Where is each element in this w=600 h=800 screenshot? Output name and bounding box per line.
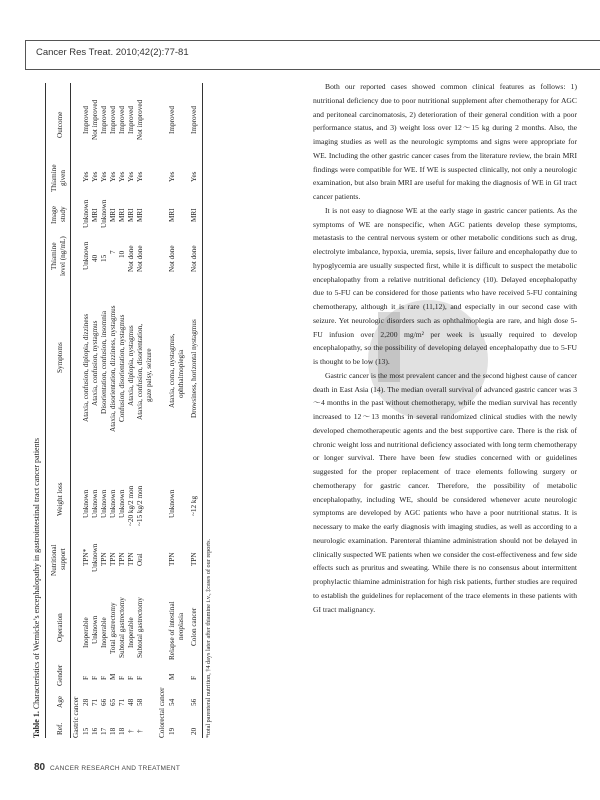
page-number: 80 — [34, 762, 46, 773]
table-cell: MRI — [168, 208, 176, 222]
table-cell: MRI — [136, 208, 144, 222]
table-cell: 17 — [100, 727, 108, 735]
table-cell: Not done — [136, 245, 144, 272]
paragraph: Both our reported cases showed common clinical features as follows: 1) nutritional deficiency due to poor nutritional supplement after chemotherapy for AGC and peritoneal carcinomatosis, 2) deterioration of their general condition with a poor performance status, and 3) weight loss over 12～15 kg during 2 months. Also, the imaging studies as well as the neurologic symptoms and signs were appropriate for WE. Including the other gastric cancer cases from the literature review, the brain MRI findings were compatible for WE. If WE is suspected clinically, not only a neurologic examination, but also brain MRI are useful for making the diagnosis of WE in GI tract cancer patients. — [313, 82, 577, 201]
header-thiamine-level-unit: level (ng/mL) — [59, 236, 67, 276]
table-cell: Colon cancer — [190, 607, 198, 646]
table-cell: M — [109, 673, 117, 680]
table-cell: 28 — [82, 698, 90, 706]
table-header-rule — [70, 83, 71, 738]
table-cell: 20 — [190, 727, 198, 735]
table-cell: Inoperable — [100, 617, 108, 648]
table-cell: † — [127, 729, 135, 733]
table-cell: Relapse of intestinal — [168, 601, 176, 660]
table-cell: MRI — [109, 208, 117, 222]
table-cell: Unknown — [82, 199, 90, 228]
header-thiamine-given: Thiamine — [50, 164, 58, 192]
table-cell: F — [136, 676, 144, 680]
header-nutritional: Nutritional — [50, 544, 58, 576]
table-cell: 71 — [91, 698, 99, 706]
table-cell: F — [91, 676, 99, 680]
table-cell: 40 — [91, 254, 99, 262]
table-cell: Confusion, disorientation, nystagmus — [118, 314, 126, 422]
table-cell: F — [100, 676, 108, 680]
paragraph: It is not easy to diagnose WE at the early stage in gastric cancer patients. As the symptoms of WE are nonspecific, when AGC patients develop these symptoms, metastasis to the central nervous system or other metabolic conditions such as drug, electrolyte imbalance, hypoxia, uremia, sepsis, liver failure and encephalopathy due to hypoglycemia are usually suspected first, while it is difficult to suspect the metabolic encephalopathy from a relative nutritional deficiency (10). Delayed encephalopathy due to 5-FU can be considered for those patients who have received 5-FU containing chemotherapy, although it is rare (11,12), and especially in our second case with seizure. Yet neurologic disorders such as ophthalmoplegia are rare, and high dose 5-FU infusion over 2,200 mg/m² per week is usually required to develop encephalopathy, so the possibility of developing delayed encephalopathy due to 5-FU is thought to be low (13). — [313, 205, 577, 366]
table-cell: Ataxia, coma, nystagmus, — [168, 333, 176, 408]
table-cell: Yes — [91, 171, 99, 182]
header-ref: Ref. — [56, 722, 64, 735]
table-cell: Yes — [100, 171, 108, 182]
table-cell: Ataxia, confusion, diplopia, dizziness — [82, 313, 90, 422]
header-operation: Operation — [56, 613, 64, 642]
table-cell: Not improved — [136, 99, 144, 140]
table-cell: Unknown — [168, 489, 176, 518]
header-weight-loss: Weight loss — [56, 482, 64, 516]
table-cell: Ataxia, confusion, nystagmus — [91, 320, 99, 406]
table-cell: Drowsiness, horizontal nystagmus — [190, 319, 198, 418]
table-cell: 19 — [168, 727, 176, 735]
table-cell: MRI — [127, 208, 135, 222]
table-cell: ~20 kg/2 mon — [127, 485, 135, 526]
table-cell: Improved — [118, 106, 126, 134]
table-cell: F — [118, 676, 126, 680]
group-colorectal-cancer: Colorectal cancer — [158, 687, 166, 738]
table-cell: 7 — [109, 250, 117, 254]
table-cell: Improved — [168, 106, 176, 134]
paragraph: Gastric cancer is the most prevalent cancer and the second highest cause of cancer death in East Asia (14). The median overall survival of advanced gastric cancer was 3～4 months in the past without chemotherapy, while the median survival has recently increased to 12～13 months in several randomized clinical studies with the newly developed chemotherapeutic agents and the best supportive care. There is the risk of chronic weight loss and nutritional deficiency associated with long term chemotherapy or longer survival. There have been few studies concerned with or guidelines suggested for the proper replacement of trace elements following surgery or chemotherapy for gastric cancer. Therefore, the possibility of metabolic encephalopathy, including WE, should be considered whenever acute neurologic symptoms are developed by AGC patients who have a poor nutritional status. It is necessary to make the early diagnosis with imaging studies, as well as according to a neurologic examination. Parenteral thiamine administration should not be delayed in clinically suspected WE patients when we consider the cost-effectiveness and few side effects such as pruritus and sweating. While there is no consensus about intermittent prophylactic thiamine administration for high risk patients, further studies are required to establish the guidelines for replacement of the trace elements in these patients with GI tract malignancy. — [313, 370, 577, 614]
header-age: Age — [56, 696, 64, 708]
table-cell: Unknown — [82, 489, 90, 518]
table-cell: Inoperable — [82, 617, 90, 648]
header-image-study: study — [59, 206, 67, 222]
table-cell: Inoperable — [127, 617, 135, 648]
table-cell: ~12 kg — [190, 495, 198, 516]
header-thiamine-level: Thiamine — [50, 242, 58, 270]
table-cell: neoplasia — [177, 612, 185, 640]
table-cell: Yes — [82, 171, 90, 182]
table-cell: Oral — [136, 553, 144, 566]
header-image: Image — [50, 206, 58, 224]
table-cell: Improved — [190, 106, 198, 134]
table-cell: Improved — [127, 106, 135, 134]
table-cell: 16 — [91, 727, 99, 735]
table-cell: 66 — [100, 698, 108, 706]
table-cell: ~15 kg/2 mon — [136, 485, 144, 526]
header-support: support — [59, 548, 67, 570]
table-title: Table 1. Characteristics of Wernicke’s encephalopathy in gastrointestinal tract cancer patients — [32, 438, 41, 738]
table-cell: Not improved — [91, 99, 99, 140]
table-cell: Improved — [100, 106, 108, 134]
header-thiamine-given-2: given — [59, 170, 67, 186]
table-cell: 18 — [118, 727, 126, 735]
header-symptoms: Symptoms — [56, 342, 64, 373]
table-1 — [32, 78, 287, 738]
running-footer: CANCER RESEARCH AND TREATMENT — [50, 765, 181, 772]
table-cell: Improved — [82, 106, 90, 134]
table-cell: 65 — [109, 698, 117, 706]
table-cell: Subtotal gastrectomy — [136, 597, 144, 658]
table-cell: Disorientation, confusion, insomnia — [100, 310, 108, 414]
group-gastric-cancer: Gastric cancer — [72, 696, 80, 738]
journal-citation: Cancer Res Treat. 2010;42(2):77-81 — [36, 47, 189, 58]
table-cell: Ataxia, disorientation, dizziness, nystagmus — [109, 305, 117, 432]
table-cell: Unknown — [100, 489, 108, 518]
table-cell: TPN — [100, 552, 108, 566]
table-cell: gaze palsy, seizure — [145, 348, 153, 402]
table-cell: Not done — [190, 245, 198, 272]
table-bottom-rule — [202, 83, 203, 738]
table-cell: 71 — [118, 698, 126, 706]
table-cell: Subtotal gastrectomy — [118, 597, 126, 658]
table-cell: Ataxia, confusion, disorientation, — [136, 323, 144, 420]
table-cell: F — [190, 676, 198, 680]
header-gender: Gender — [56, 664, 64, 686]
table-cell: MRI — [118, 208, 126, 222]
header-outcome: Outcome — [56, 111, 64, 138]
table-cell: Total gastrectomy — [109, 602, 117, 654]
table-cell: Unknown — [82, 241, 90, 270]
table-cell: MRI — [190, 208, 198, 222]
table-cell: 10 — [118, 250, 126, 258]
table-cell: TPN — [109, 552, 117, 566]
table-cell: F — [82, 676, 90, 680]
table-cell: Unknown — [91, 543, 99, 572]
table-cell: 18 — [109, 727, 117, 735]
table-cell: 58 — [136, 698, 144, 706]
table-cell: Yes — [190, 171, 198, 182]
table-cell: Yes — [136, 171, 144, 182]
table-cell: ophthalmoplegia — [177, 349, 185, 398]
table-cell: 15 — [100, 254, 108, 262]
table-cell: Unknown — [91, 615, 99, 644]
table-cell: TPN — [118, 552, 126, 566]
table-cell: TPN — [127, 552, 135, 566]
table-cell: Unknown — [118, 489, 126, 518]
table-footnote: *total parenteral nutrition, †4 days later after thiamine i.v., ‡cases of our reports. — [205, 538, 212, 738]
table-cell: F — [127, 676, 135, 680]
table-cell: TPN* — [82, 548, 90, 566]
table-cell: Yes — [127, 171, 135, 182]
table-cell: Yes — [118, 171, 126, 182]
table-cell: Yes — [168, 171, 176, 182]
table-cell: † — [136, 729, 144, 733]
table-cell: TPN — [190, 552, 198, 566]
table-cell: 48 — [127, 698, 135, 706]
table-cell: M — [168, 673, 176, 680]
body-text — [313, 80, 577, 616]
table-cell: Yes — [109, 171, 117, 182]
table-cell: Ataxia, diplopia, nystagmus — [127, 325, 135, 406]
table-cell: Not done — [168, 245, 176, 272]
table-cell: 15 — [82, 727, 90, 735]
table-cell: Unknown — [100, 199, 108, 228]
table-cell: Unknown — [91, 489, 99, 518]
table-cell: Not done — [127, 245, 135, 272]
table-cell: 54 — [168, 698, 176, 706]
table-cell: 56 — [190, 698, 198, 706]
table-top-rule — [45, 83, 46, 738]
table-cell: Unknown — [109, 489, 117, 518]
table-cell: MRI — [91, 208, 99, 222]
table-cell: TPN — [168, 552, 176, 566]
table-cell: Improved — [109, 106, 117, 134]
